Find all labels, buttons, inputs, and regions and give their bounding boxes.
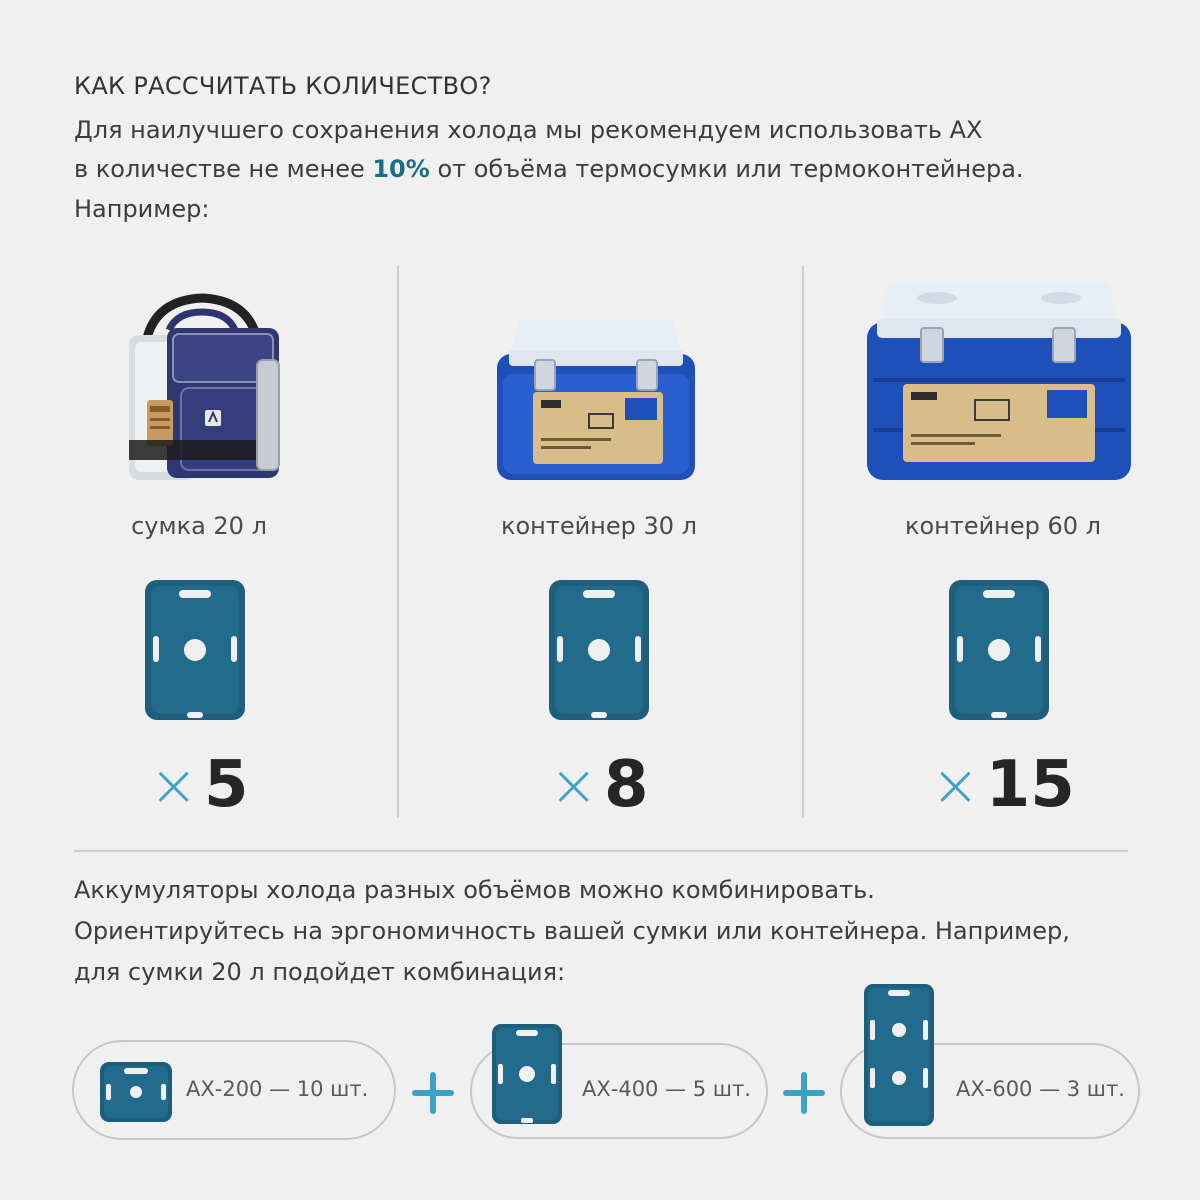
- combo-text-line-3: для сумки 20 л подойдет комбинация:: [74, 958, 566, 986]
- ice-pack-medium-icon: [490, 1022, 564, 1126]
- column-divider: [802, 266, 804, 818]
- intro-line-3: Например:: [74, 195, 210, 223]
- intro-line-1: Для наилучшего сохранения холода мы рекомендуем использовать АХ: [74, 116, 983, 144]
- pack-quantity: [409, 748, 789, 822]
- times-icon: ×: [149, 751, 199, 819]
- container-30-product: [409, 270, 789, 500]
- example-caption: контейнер 30 л: [500, 512, 698, 540]
- thermal-bag-icon: [117, 290, 287, 490]
- intro-line-2-end: от объёма термосумки или термоконтейнера.: [429, 155, 1024, 183]
- bag-product: [9, 270, 389, 500]
- page-title: КАК РАССЧИТАТЬ КОЛИЧЕСТВО?: [74, 72, 492, 100]
- combo-item-label: АХ-600 — 3 шт.: [956, 1077, 1125, 1101]
- times-icon: ×: [931, 751, 980, 819]
- pack-quantity: [813, 748, 1193, 822]
- ice-pack-large-icon: [862, 982, 936, 1128]
- ice-pack-icon: [143, 578, 247, 722]
- combo-text-line-1: Аккумуляторы холода разных объёмов можно комбинировать.: [74, 876, 875, 904]
- percent-highlight: 10%: [372, 155, 430, 183]
- combo-item-label: АХ-200 — 10 шт.: [186, 1077, 369, 1101]
- ice-pack-icon: [947, 578, 1051, 722]
- cooler-container-icon: [863, 278, 1135, 484]
- ice-pack-icon: [547, 578, 651, 722]
- section-divider: [74, 850, 1128, 852]
- times-icon: ×: [549, 751, 599, 819]
- ice-pack-small-icon: [98, 1060, 174, 1124]
- pack-quantity: [9, 748, 389, 822]
- example-bag-20: [9, 270, 389, 820]
- container-60-product: [813, 270, 1193, 500]
- quantity-number: 8: [604, 748, 649, 822]
- column-divider: [397, 266, 399, 818]
- combo-text-line-2: Ориентируйтесь на эргономичность вашей сумки или контейнера. Например,: [74, 917, 1070, 945]
- example-caption: контейнер 60 л: [904, 512, 1102, 540]
- intro-line-2: [74, 155, 1024, 183]
- quantity-number: 5: [204, 748, 249, 822]
- quantity-number: 15: [985, 748, 1075, 822]
- example-caption: сумка 20 л: [131, 512, 267, 540]
- example-container-30: [409, 270, 789, 820]
- example-container-60: [813, 270, 1193, 820]
- intro-line-2-start: в количестве не менее: [74, 155, 373, 183]
- cooler-container-icon: [493, 314, 699, 484]
- plus-icon: [410, 1070, 456, 1116]
- plus-icon: [781, 1070, 827, 1116]
- combo-item-label: АХ-400 — 5 шт.: [582, 1077, 751, 1101]
